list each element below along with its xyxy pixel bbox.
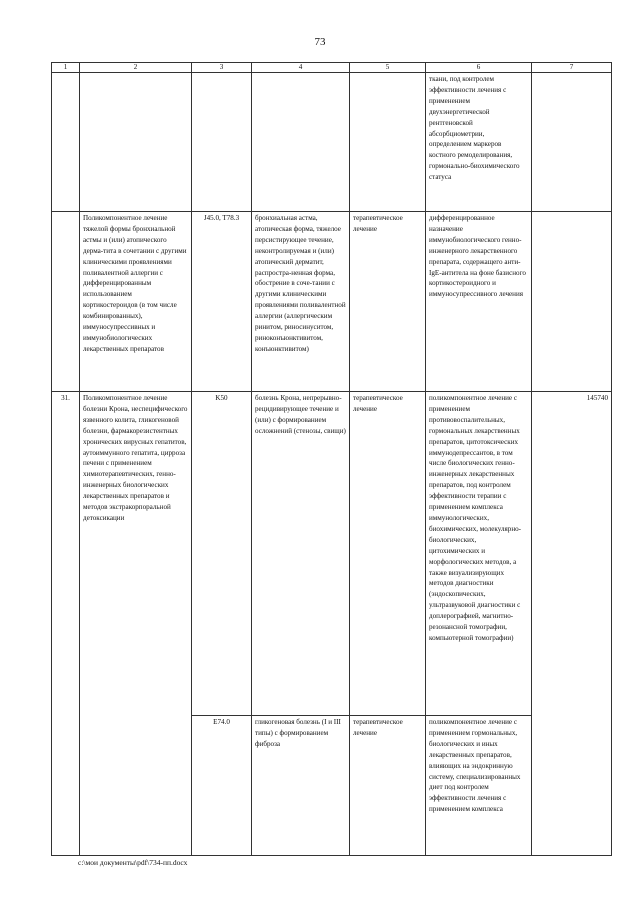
cost: 145740 (532, 392, 612, 856)
icd-code: J45.0, T78.3 (192, 212, 252, 392)
icd-code: E74.0 (192, 716, 252, 856)
row-number: 31. (52, 392, 80, 856)
patient-model (252, 73, 350, 212)
treatment-group (80, 73, 192, 212)
treatment-method: дифференцированное назначение иммунобиологического генно-инженерного лекарственного препарата, содержащего анти-IgE-антитела на фоне базисного кортикостероидного и иммуносупрессивного лечения (426, 212, 532, 392)
treatment-group: Поликомпонентное лечение болезни Крона, неспецифического язвенного колита, гликогеновой болезни, фармакорезистентных хронических вирусных гепатитов, аутоиммунного гепатита, цирроза печени с применением химиотерапевтических, генно-инженерных биологических лекарственных препаратов и методов экстракорпоральной детоксикации (80, 392, 192, 856)
treatment-type: терапевтическое лечение (350, 716, 426, 856)
column-header: 1 (52, 63, 80, 73)
icd-code: K50 (192, 392, 252, 716)
cost (532, 212, 612, 392)
row-number (52, 212, 80, 392)
services-table (51, 62, 612, 856)
header-row (52, 63, 612, 73)
column-header: 7 (532, 63, 612, 73)
cost (532, 73, 612, 212)
treatment-method: ткани, под контролем эффективности лечения с применением двухэнергетической рентгеновской абсорбциометрии, определением маркеров костного ремоделирования, гормонально-биохимического статуса (426, 73, 532, 212)
treatment-type: терапевтическое лечение (350, 392, 426, 716)
icd-code (192, 73, 252, 212)
treatment-type (350, 73, 426, 212)
patient-model: гликогеновая болезнь (I и III типы) с формированием фиброза (252, 716, 350, 856)
treatment-group: Поликомпонентное лечение тяжелой формы бронхиальной астмы и (или) атопического дерма-тита в сочетании с другими клиническими проявлениями поливалентной аллергии с дифференцированным использованием кортикостероидов (в том числе комбинированных), иммуносупрессивных и иммунобиологических лекарственных препаратов (80, 212, 192, 392)
footer-file-path: c:\мои документы\pdf\734-пп.docx (78, 858, 188, 867)
table-row (52, 392, 612, 716)
treatment-method: поликомпонентное лечение с применением гормональных, биологических и иных лекарственных препаратов, влияющих на эндокринную систему, специализированных диет под контролем эффективности лечения с применением комплекса (426, 716, 532, 856)
column-header: 3 (192, 63, 252, 73)
table-row (52, 73, 612, 212)
column-header: 2 (80, 63, 192, 73)
patient-model: бронхиальная астма, атопическая форма, тяжелое персистирующее течение, неконтролируемая и (или) атопический дерматит, распростра-ненная форма, обострение в соче-тании с другими клиническими проявлениями поливалентной аллергии (аллергическим ринитом, риносинуситом, риноконъюнктивитом, конъюнктивитом) (252, 212, 350, 392)
column-header: 4 (252, 63, 350, 73)
treatment-type: терапевтическое лечение (350, 212, 426, 392)
column-header: 6 (426, 63, 532, 73)
table-row (52, 212, 612, 392)
treatment-method: поликомпонентное лечение с применением противовоспалительных, гормональных лекарственных препаратов, цитотоксических иммунодепрессантов, в том числе биологических генно-инженерных лекарственных препаратов, под контролем эффективности терапии с применением комплекса иммунологических, биохимических, молекулярно-биологических, цитохимических и морфологических методов, а также визуализирующих методов диагностики (эндоскопических, ультразвуковой диагностики с доплерографией, магнитно-резонансной томографии, компьютерной томографии) (426, 392, 532, 716)
column-header: 5 (350, 63, 426, 73)
row-number (52, 73, 80, 212)
page-number: 73 (314, 36, 326, 48)
patient-model: болезнь Крона, непрерывно-рецидивирующее течение и (или) с формированием осложнений (стенозы, свищи) (252, 392, 350, 716)
